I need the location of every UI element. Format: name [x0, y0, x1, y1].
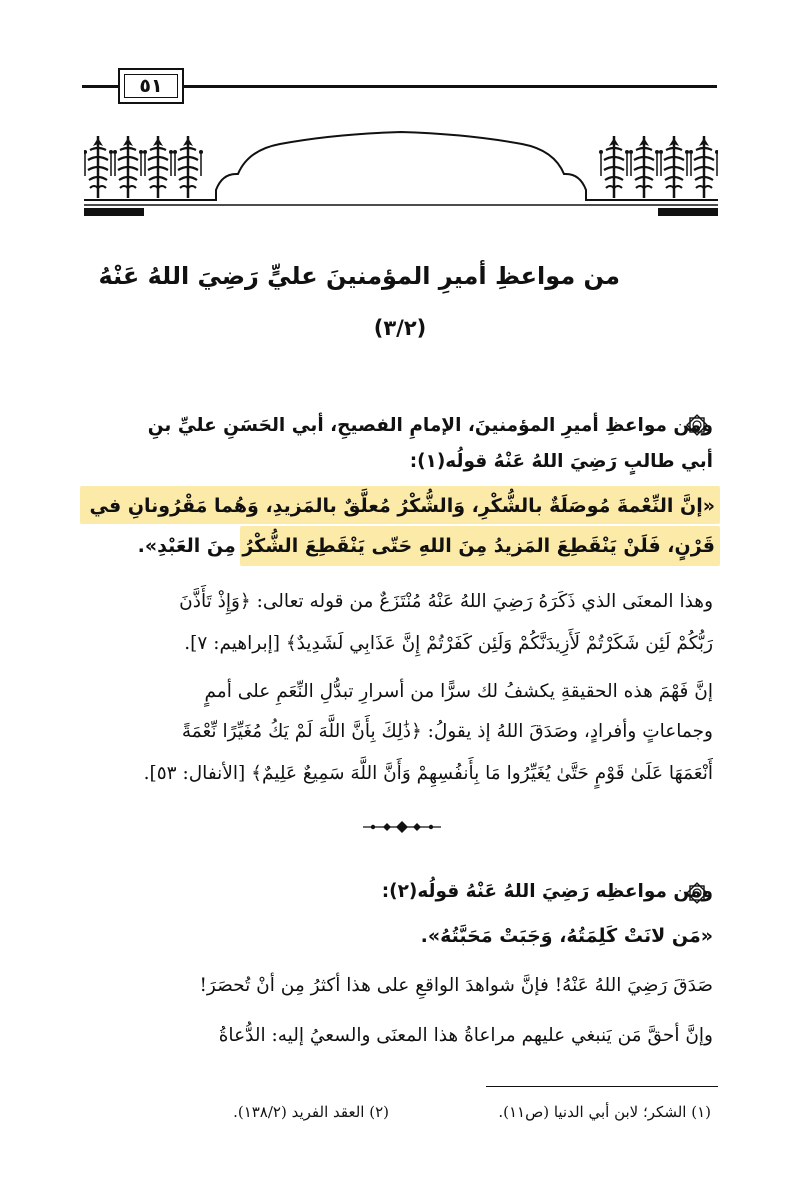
intro-line-2: أبي طالبٍ رَضِيَ اللهُ عَنْهُ قولُه(١):	[409, 451, 713, 472]
section-2-paragraph-1: صَدَقَ رَضِيَ اللهُ عَنْهُ! فإنَّ شواهدَ الواقعِ على هذا أكثرُ مِن أنْ تُحصَرَ!	[199, 975, 713, 996]
paragraph-2-line-2: وجماعاتٍ وأفرادٍ، وصَدَقَ اللهُ إذ يقولُ: ﴿ذَٰلِكَ بِأَنَّ اللَّهَ لَمْ يَكُ مُغَيِّرًا نِّعْمَةً	[181, 721, 713, 742]
footnote-rule	[486, 1086, 718, 1087]
page-subtitle: (٣/٢)	[373, 316, 427, 340]
intro-line-1: ومن مواعظِ أميرِ المؤمنينَ، الإمامِ الفصيحِ، أبي الحَسَنِ عليِّ بنِ	[147, 415, 713, 436]
paragraph-2-line-1: إنَّ فَهْمَ هذه الحقيقةِ يكشفُ لك سرًّا من أسرارِ تبدُّلِ النِّعَمِ على أممٍ	[204, 681, 713, 702]
quote-line-1: «إنَّ النِّعْمةَ مُوصَلَةٌ بالشُّكْرِ، وَالشُّكْرُ مُعلَّقٌ بالمَزيدِ، وَهُما مَقْرُونانِ في	[89, 495, 715, 517]
page-number-box	[118, 68, 184, 104]
paragraph-1-line-1: وهذا المعنَى الذي ذَكَرَهُ رَضِيَ اللهُ عَنْهُ مُنْتَزَعٌ من قوله تعالى: ﴿وَإِذْ تَأَذَّنَ	[179, 591, 713, 612]
paragraph-1-line-2: رَبُّكُمْ لَئِن شَكَرْتُمْ لَأَزِيدَنَّكُمْ وَلَئِن كَفَرْتُمْ إِنَّ عَذَابِي لَشَدِيدٌ﴾ [إبراهيم: ٧].	[184, 633, 713, 654]
footnote-1: (١) الشكر؛ لابن أبي الدنيا (ص١١).	[498, 1103, 711, 1121]
footnote-2: (٢) العقد الفريد (١٣٨/٢).	[233, 1103, 389, 1121]
page-rule-left	[82, 85, 118, 88]
paragraph-2-line-3: أَنْعَمَهَا عَلَىٰ قَوْمٍ حَتَّىٰ يُغَيِّرُوا مَا بِأَنفُسِهِمْ وَأَنَّ اللَّهَ سَمِيعٌ عَلِيمٌ﴾ [الأنفال: ٥٣].	[143, 763, 713, 784]
page-rule-right	[184, 85, 717, 88]
page-number: ٥١	[139, 75, 163, 97]
section-2-quote: «مَن لانَتْ كَلِمَتُهُ، وَجَبَتْ مَحَبَّتُهُ».	[420, 925, 713, 947]
page-title: من مواعظِ أميرِ المؤمنينَ عليٍّ رَضِيَ اللهُ عَنْهُ	[98, 262, 620, 290]
section-2-paragraph-2: وإنَّ أحقَّ مَن يَنبغي عليهم مراعاةُ هذا المعنَى والسعيُ إليه: الدُّعاةُ	[218, 1025, 713, 1046]
divider-ornament	[363, 820, 441, 834]
quote-line-2: قَرْنٍ، فَلَنْ يَنْقَطِعَ المَزيدُ مِنَ اللهِ حَتّى يَنْقَطِعَ الشُّكْرُ مِنَ العَبْدِ».	[137, 535, 715, 557]
header-ornament	[84, 128, 718, 220]
section-2-intro: ومن مواعظِه رَضِيَ اللهُ عَنْهُ قولُه(٢):	[381, 881, 713, 902]
